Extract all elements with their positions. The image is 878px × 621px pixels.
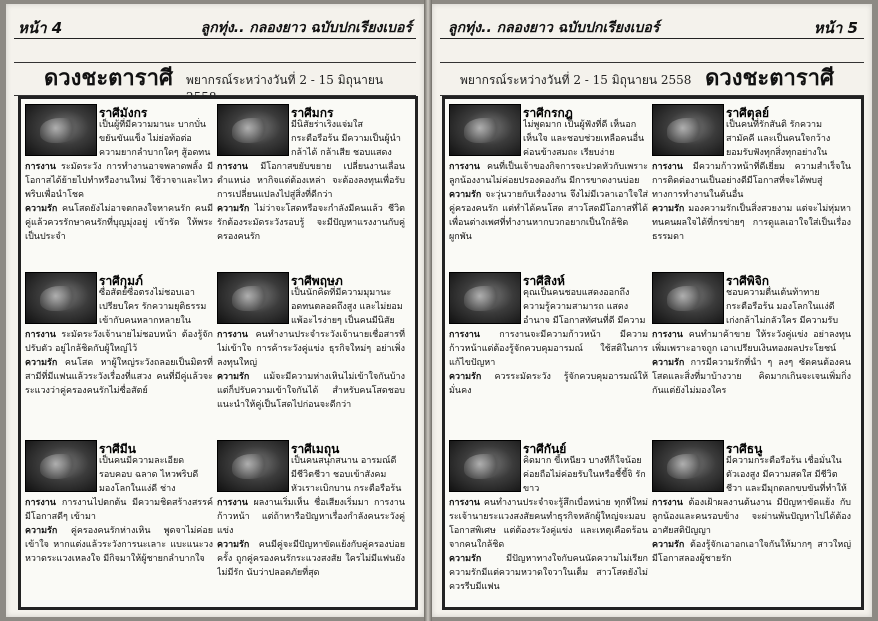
horoscope-entry (217, 440, 405, 604)
zodiac-illustration (652, 272, 724, 324)
work-text: คนที่เป็นเจ้าของกิจการจะปวดหัวกับเพราะลูกน้องงานไม่ค่อยปรองดองกัน มีการขาดงานบ่อย (449, 162, 648, 186)
horoscope-entry (217, 104, 405, 268)
love-forecast (217, 538, 405, 580)
zodiac-illustration (449, 272, 521, 324)
love-text: ต้องรู้จักเอาอกเอาใจกันให้มากๆ สาวใหญ่มีโอกาสลองผู้ชายรัก (652, 540, 851, 564)
work-forecast (217, 496, 405, 538)
love-label: ความรัก (449, 554, 507, 564)
sign-intro: ซื่อสัตย์ซื่อตรงไม่ชอบเอาเปรียบใคร รักความยุติธรรม เข้ากับคนหลากหลายใน (99, 288, 207, 326)
sign-name: ราศีมีน (99, 442, 136, 456)
work-label: การงาน (217, 162, 261, 172)
work-label: การงาน (652, 330, 689, 340)
love-forecast (652, 202, 851, 244)
sign-intro: ชอบความตื่นเต้นท้าทาย กระตือรือร้น มองโลกในแง่ดี เก่งกล้าไม่กลัวใคร มีความรับ (726, 288, 839, 326)
sign-forecast (449, 160, 648, 266)
zodiac-illustration (449, 104, 521, 156)
work-text: การงานจะมีความก้าวหน้า มีความก้าวหน้าแต่ต้องรู้จักควบคุมอารมณ์ ใช้สติในการแก้ไขปัญหา (449, 330, 648, 368)
zodiac-illustration (25, 104, 97, 156)
love-text: คนโสด หาผู้ใหญ่ระวังถลอยเป็นมิตรที่สามีที่มีแฟนแล้วระวังเรื่องที่แสวง คนที่มีคู่แล้วจะระแวงว่าคู่ครองคนรักไม่ซื่อสัตย์ (25, 358, 213, 396)
work-label: การงาน (25, 330, 62, 340)
work-forecast (652, 160, 851, 202)
work-forecast (652, 328, 851, 356)
right-page (432, 4, 872, 617)
horoscope-entry (449, 104, 648, 268)
horoscope-entry (652, 440, 851, 604)
work-forecast (25, 496, 213, 524)
sign-intro: มีนิสัยร่าเริงแจ่มใส กระตือรือร้น มีความเป็นผู้นำ กล้าได้ กล้าเสีย ชอบแสดง (291, 120, 401, 158)
love-forecast (217, 202, 405, 244)
love-forecast (449, 370, 648, 398)
left-page (6, 4, 424, 617)
sign-intro: คุณเป็นคนชอบแสดงออกถึงความรู้ความสามารถ แสดงอำนาจ มีโอกาสทัศนที่ดี มีความ (523, 288, 646, 326)
sign-name: ราศีกุมภ์ (99, 274, 143, 288)
left-publication-name: ลูกทุ่ง.. กลองยาว ฉบับปกเรียงเบอร์ (200, 20, 412, 36)
love-text: คู่ครองคนรักห่างเหิน พูดจาไม่ค่อยเข้าใจ หากแต่งแล้วระวังการนะเลาะ แบะแนะวงหวาดระแวงเหลงใจ มีกิจมาให้ผู้ชายกลำบากใจ (25, 526, 213, 564)
love-label: ความรัก (449, 372, 495, 382)
work-label: การงาน (652, 162, 693, 172)
sign-forecast (217, 496, 405, 602)
sign-name: ราศีมกร (291, 106, 334, 120)
work-text: ต้องเฝ้าผลงานต้นงาน มีปัญหาขัดแย้ง กับลูกน้องและคนรอบข้าง จะผ่านพ้นปัญหาไปได้ต้องอาศัยสติปัญญา (652, 498, 851, 536)
love-forecast (217, 370, 405, 412)
work-label: การงาน (217, 330, 256, 340)
sign-forecast (25, 496, 213, 602)
work-label: การงาน (25, 498, 62, 508)
right-running-head (440, 14, 864, 39)
love-forecast (449, 188, 648, 244)
zodiac-illustration (652, 104, 724, 156)
love-text: การมีความรักที่นำ ๆ ลงๆ ซัดคนต้องคนโสดและสิ่งที่มาบ้างวาย คิดมากเกินจะเจนเพิ่มกิ่ง กันแต่ยังไม่มองใคร (652, 358, 851, 396)
sign-name: ราศีกรกฎ (523, 106, 573, 120)
zodiac-illustration (217, 440, 289, 492)
work-forecast (652, 496, 851, 538)
right-publication-name: ลูกทุ่ง.. กลองยาว ฉบับปกเรียงเบอร์ (448, 20, 660, 36)
work-text: คนทำงานประจำระวังเจ้านายเชื่อสารที่ไม่เข้าใจ การค้าระวังคู่แข่ง ธุรกิจใหม่ๆ อย่าเพิ่งลงทุนใหญ่ (217, 330, 405, 368)
love-text: มองความรักเป็นสิ่งสวยงาม แต่จะไม่หุ่มหาทนคนผลใจได้ที่กรข่ายๆ การดูแลเอาใจใส่เป็นเรื่องธรรมดา (652, 204, 851, 242)
sign-name: ราศีตุลย์ (726, 106, 769, 120)
sign-intro: คิดมาก ขี้เหนียว บางทีก็ใจน้อยค่อยถือไม่ค่อยรับในหรือชี้ขี้จิ รักขาว (523, 456, 646, 494)
left-section-banner (14, 62, 416, 96)
sign-forecast (449, 328, 648, 434)
sign-forecast (652, 160, 851, 266)
horoscope-entry (25, 104, 213, 268)
sign-intro: มีความกระตือรือร้น เชื่อมั่นในตัวเองสูง มีความสดใส มีชีวิตชีวา และมีมุกตลกขบขันที่ทำให้ (726, 456, 847, 494)
horoscope-entry (652, 272, 851, 436)
sign-intro: เป็นนักคิดที่มีความมุมานะอดทนตลอดถึงสูง และไม่ยอมแพ้อะไรง่ายๆ เป็นคนมีนิสัย (291, 288, 403, 326)
sign-name: ราศีเมถุน (291, 442, 340, 456)
work-text: ระมัดระวัง การทำงานอาจพลาดพลั้ง มีโอกาสได้ย้ายไปทำหรืองานใหม่ ใช้วาจาและไหวพริบเพื่อนำโชค (25, 162, 213, 200)
sign-intro: เป็นผู้ที่มีความมานะ บากบั่น ขยันขันแข็ง ไม่ย่อท้อต่อความยากลำบากใดๆ สู้อดทน (99, 120, 211, 158)
sign-name: ราศีพฤษภ (291, 274, 343, 288)
love-label: ความรัก (217, 204, 255, 214)
work-forecast (25, 160, 213, 202)
left-section-title: ดวงชะตาราศี (44, 66, 173, 91)
left-running-head (14, 14, 416, 39)
love-label: ความรัก (25, 204, 62, 214)
love-text: คนโสดยังไม่อาจตกลงใจหาคนรัก คนมีคู่แล้วควรรักษาคนรักที่บุญมุ่งอยู่ เข้ารัด ให้พระเป็นประจำ (25, 204, 213, 242)
horoscope-entry (652, 104, 851, 268)
work-label: การงาน (25, 162, 62, 172)
work-text: คนทำงานประจำจะรู้สึกเบื่อหน่าย ทุกที่ใหม่ระเจ้านายระแวงสงสัยคนทำธุรกิจหลักผู้ใหญ่จะมอบโอกาสพิเศษ แต่ต้องระวังคู่แข่ง และเหตุเคือดร้อนจากคนใกล้ชิด (449, 498, 648, 550)
love-forecast (652, 538, 851, 566)
right-section-title: ดวงชะตาราศี (705, 66, 834, 91)
sign-forecast (25, 328, 213, 434)
love-text: ไม่ว่าจะโสดหรือจะกำลังมีคนแล้ว ชีวิตรักต้องระมัดระวังรอบรู้ จะมีปัญหาแรงงานกับคู่ครองคนรัก (217, 204, 405, 242)
sign-intro: เป็นคนสนุกสนาน อารมณ์ดี มีชีวิตชีวา ชอบเข้าสังคม หัวเราะเบิกบาน กระตือรือร้น (291, 456, 402, 494)
zodiac-illustration (217, 104, 289, 156)
love-forecast (25, 202, 213, 244)
work-text: การงานไปตกต้น มีความชิดสร้างสรรค์มีโอกาสดีๆ เข้ามา (25, 498, 213, 522)
love-forecast (25, 356, 213, 398)
work-forecast (449, 496, 648, 552)
love-text: แม้จะมีความห่างเหินไม่เข้าใจกันบ้าง แต่ก็ปรับความเข้าใจกันได้ สำหรับคนโสดชอบแนะนำให้คู่เป็นโสดไปก่อนจะดีกว่า (217, 372, 405, 410)
love-text: คนมีคู่จะมีปัญหาขัดแย้งกับคู่ครองบ่อยครั้ง ถูกคู่ครองคนรักระแวงสงสัย ใครไม่มีแฟนยังไม่มีรัก นับว่าปลอดภัยที่สุด (217, 540, 405, 578)
love-text: ควรระมัดระวัง รู้จักควบคุมอารมณ์ให้มั่นคง (449, 372, 648, 396)
right-page-number: หน้า 5 (813, 19, 858, 37)
love-forecast (449, 552, 648, 594)
work-text: มีโอกาสขยับขยาย เปลี่ยนงานเลื่อนตำแหน่ง หากิจแต่ต้องเหล่า จะต้องลงทุนเพื่อรับการเปลี่ยนแปลงไปสู่สิ่งที่ดีกว่า (217, 162, 405, 200)
sign-name: ราศีสิงห์ (523, 274, 565, 288)
sign-forecast (652, 328, 851, 434)
love-label: ความรัก (652, 540, 691, 550)
sign-name: ราศีพิจิก (726, 274, 770, 288)
work-text: ผลงานเริ่มเห็น ชื่อเสียงเริ่มมา การงานก้าวหน้า แต่ถ้าหารือปัญหาเรื่องกำลังคนระวังคู่แข่ง (217, 498, 405, 536)
work-label: การงาน (652, 498, 689, 508)
love-text: จะวุ่นวายกับเรื่องงาน จึงไม่มีเวลาเอาใจใส่คู่ครองคนรัก แต่ทำได้คนโสด สาวโสดมีโอกาสที่ได้เพื่อนต่างเพศที่ทำงานหากบวกอยากเป็นใกล้ชิดผูกพัน (449, 190, 648, 242)
zodiac-illustration (25, 272, 97, 324)
love-label: ความรัก (449, 190, 486, 200)
love-forecast (652, 356, 851, 398)
sign-forecast (217, 328, 405, 434)
work-text: คนทำมาค้าขาย ให้ระวังคู่แข่ง อย่าลงทุนเพิ่มเพราะอาจถูก เอาเปรียบเงินทองผลประโยชน์ (652, 330, 851, 354)
sign-forecast (217, 160, 405, 266)
left-period: พยากรณ์ระหว่างวันที่ 2 - 15 มิถุนายน (186, 73, 384, 87)
sign-forecast (652, 496, 851, 602)
sign-name: ราศีมังกร (99, 106, 148, 120)
work-label: การงาน (449, 330, 500, 340)
work-forecast (217, 328, 405, 370)
work-forecast (25, 328, 213, 356)
love-label: ความรัก (217, 372, 264, 382)
zodiac-illustration (449, 440, 521, 492)
love-forecast (25, 524, 213, 566)
sign-intro: ไม่พูดมาก เป็นผู้ฟังที่ดี เห็นอกเห็นใจ และชอบช่วยเหลือคนอื่น ค่อนข้างสมถะ เรียบง่าย (523, 120, 645, 158)
love-label: ความรัก (25, 358, 65, 368)
horoscope-entry (217, 272, 405, 436)
horoscope-entry (25, 272, 213, 436)
work-forecast (449, 160, 648, 188)
sign-intro: เป็นคนมีความละเอียดรอบคอบ ฉลาด ไหวพริบดี มองโลกในแง่ดี ช่าง (99, 456, 199, 494)
sign-name: ราศีธนู (726, 442, 763, 456)
sign-forecast (25, 160, 213, 266)
love-label: ความรัก (652, 358, 691, 368)
work-forecast (449, 328, 648, 370)
horoscope-entry (449, 272, 648, 436)
right-section-banner (440, 62, 864, 96)
horoscope-entry (449, 440, 648, 604)
love-label: ความรัก (217, 540, 259, 550)
work-label: การงาน (217, 498, 254, 508)
love-label: ความรัก (25, 526, 71, 536)
work-label: การงาน (449, 498, 484, 508)
sign-forecast (449, 496, 648, 602)
left-page-number: หน้า 4 (18, 19, 63, 37)
work-text: ระมัดระวังเจ้านายไม่ชอบหน้า ต้องรู้จักปรับตัว อยู่ไกล้ชิดกับผู้ใหญ่ไว้ (25, 330, 213, 354)
right-period: พยากรณ์ระหว่างวันที่ 2 - 15 มิถุนายน 2558 (460, 73, 692, 87)
zodiac-illustration (652, 440, 724, 492)
work-label: การงาน (449, 162, 487, 172)
sign-intro: เป็นคนที่รักสันติ รักความสามัคคี และเป็นคนใจกว้าง ยอมรับฟังทุกสิ่งทุกอย่างใน (726, 120, 831, 158)
work-forecast (217, 160, 405, 202)
love-text: มีปัญหาทางใจกับคนนัดความไม่เรียกความรักมีแต่ความหวาดใจวาในเต็ม สาวโสดยังไม่ควรรีบมีแฟน (449, 554, 648, 592)
book-spine (424, 0, 432, 621)
sign-name: ราศีกันย์ (523, 442, 567, 456)
zodiac-illustration (217, 272, 289, 324)
zodiac-illustration (25, 440, 97, 492)
work-text: มีความก้าวหน้าที่ดีเยี่ยม ความสำเร็จในการติดต่องานเป็นอย่างดีมีโอกาสที่จะได้พบสู่ทางการทำงานในต้นอื่น (652, 162, 851, 200)
love-label: ความรัก (652, 204, 689, 214)
horoscope-entry (25, 440, 213, 604)
